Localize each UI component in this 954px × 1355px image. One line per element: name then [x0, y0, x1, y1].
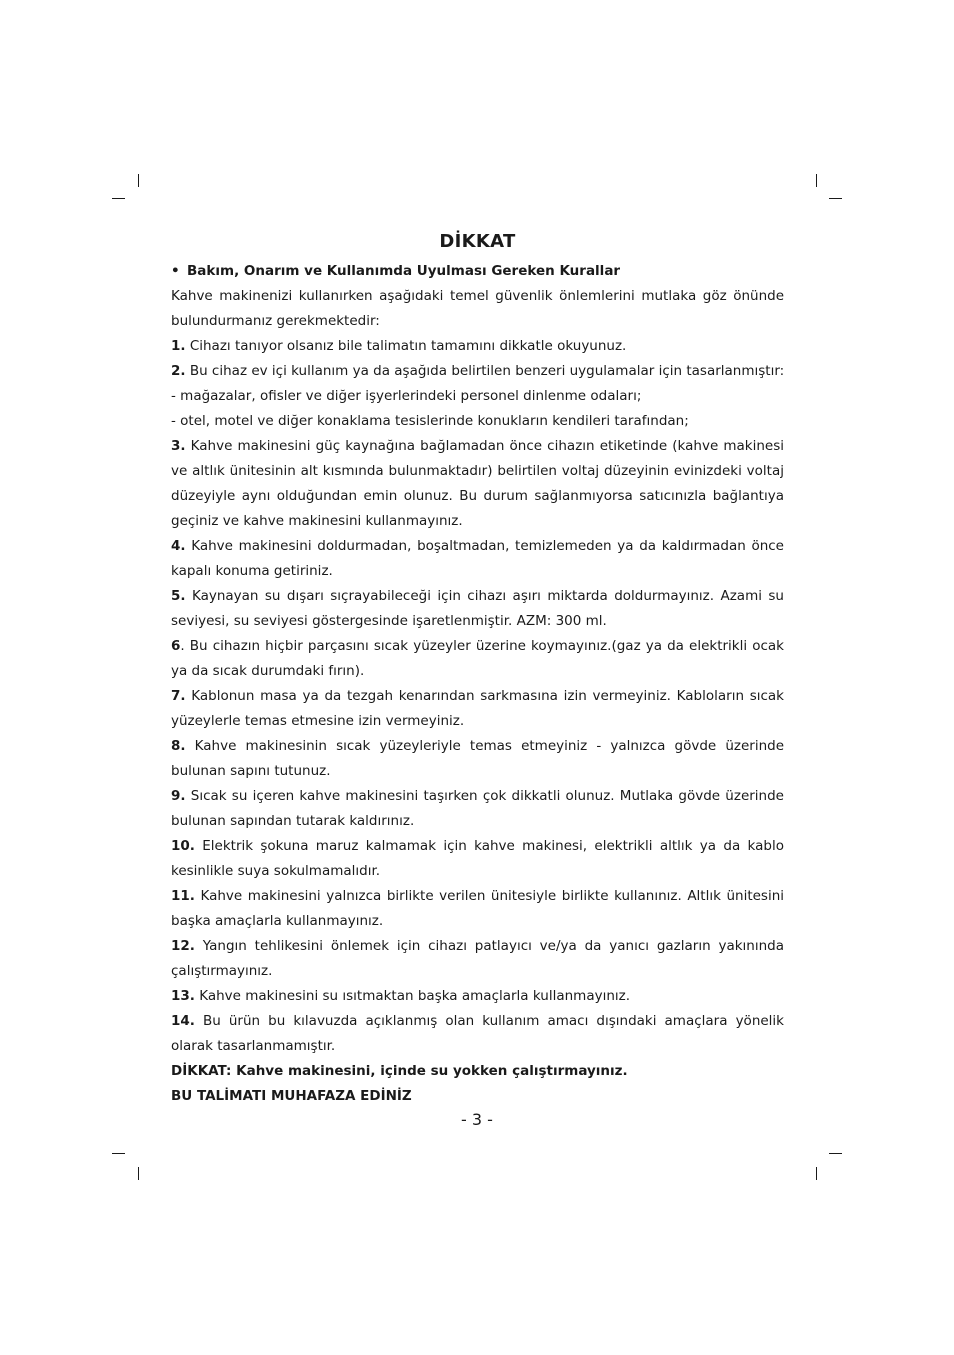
rule-item-10-cont-1: kesinlikle suya sokulmamalıdır. [171, 863, 381, 879]
crop-mark-bottom-right-v [816, 1167, 817, 1180]
crop-mark-top-right-v [816, 174, 817, 187]
intro-line-2: bulundurmanız gerekmektedir: [171, 313, 380, 329]
keep-instructions-notice: BU TALİMATI MUHAFAZA EDİNİZ [171, 1088, 412, 1104]
rule-item-4: 4. Kahve makinesini doldurmadan, boşaltmadan, temizlemeden ya da kaldırmadan önce [171, 538, 784, 554]
rule-item-12: 12. Yangın tehlikesini önlemek için cihazı patlayıcı ve/ya da yanıcı gazların yakınında [171, 938, 784, 954]
rule-item-7-cont-1: yüzeylerle temas etmesine izin vermeyiniz. [171, 713, 465, 729]
rule-item-12-cont-1: çalıştırmayınız. [171, 963, 273, 979]
rule-item-8: 8. Kahve makinesinin sıcak yüzeyleriyle temas etmeyiniz - yalnızca gövde üzerinde [171, 738, 785, 754]
rule-item-9-cont-1: bulunan sapından tutarak kaldırınız. [171, 813, 415, 829]
rule-item-3: 3. Kahve makinesini güç kaynağına bağlamadan önce cihazın etiketinde (kahve makinesi [171, 438, 784, 454]
rule-item-1: 1. Cihazı tanıyor olsanız bile talimatın tamamını dikkatle okuyunuz. [171, 338, 627, 354]
crop-mark-top-right-h [829, 198, 842, 199]
section-heading: • Bakım, Onarım ve Kullanımda Uyulması Gereken Kurallar [171, 259, 784, 284]
rule-item-6: 6. Bu cihazın hiçbir parçasını sıcak yüzeyler üzerine koymayınız.(gaz ya da elektrikli ocak [171, 638, 784, 654]
rule-item-8-cont-1: bulunan sapını tutunuz. [171, 763, 331, 779]
rule-item-3-cont-3: geçiniz ve kahve makinesini kullanmayınız. [171, 513, 463, 529]
crop-mark-bottom-left-v [138, 1167, 139, 1180]
rule-item-10: 10. Elektrik şokuna maruz kalmamak için kahve makinesi, elektrikli altlık ya da kablo [171, 838, 784, 854]
rule-item-11-cont-1: başka amaçlarla kullanmayınız. [171, 913, 384, 929]
rule-item-5-cont-1: seviyesi, su seviyesi göstergesinde işaretlenmiştir. AZM: 300 ml. [171, 613, 607, 629]
page-title: DİKKAT [439, 231, 516, 252]
rule-item-3-cont-1: ve altlık ünitesinin alt kısmında bulunmaktadır) belirtilen voltaj düzeyinin evinizdeki voltaj [171, 463, 784, 479]
document-body [171, 228, 784, 1109]
rule-item-14-cont-1: olarak tasarlanmamıştır. [171, 1038, 336, 1054]
rule-item-5: 5. Kaynayan su dışarı sıçrayabileceği için cihazı aşırı miktarda doldurmayınız. Azami su [171, 588, 784, 604]
rule-item-2-sub-2: - otel, motel ve diğer konaklama tesislerinde konukların kendileri tarafından; [171, 413, 689, 429]
intro-line-1: Kahve makinenizi kullanırken aşağıdaki temel güvenlik önlemlerini mutlaka göz önünde [171, 288, 784, 304]
rule-item-3-cont-2: düzeyiyle aynı olduğundan emin olunuz. Bu durum sağlanmıyorsa satıcınızla bağlantıya [171, 488, 784, 504]
warning-text: DİKKAT: Kahve makinesini, içinde su yokken çalıştırmayınız. [171, 1063, 628, 1079]
rule-item-9: 9. Sıcak su içeren kahve makinesini taşırken çok dikkatli olunuz. Mutlaka gövde üzerinde [171, 788, 784, 804]
rule-item-7: 7. Kablonun masa ya da tezgah kenarından sarkmasına izin vermeyiniz. Kabloların sıcak [171, 688, 784, 704]
rule-item-4-cont-1: kapalı konuma getiriniz. [171, 563, 333, 579]
rule-item-14: 14. Bu ürün bu kılavuzda açıklanmış olan kullanım amacı dışındaki amaçlara yönelik [171, 1013, 784, 1029]
page-number: - 3 - [461, 1110, 493, 1129]
rule-item-13: 13. Kahve makinesini su ısıtmaktan başka amaçlarla kullanmayınız. [171, 988, 631, 1004]
bullet-icon: • [171, 263, 180, 279]
crop-mark-bottom-right-h [829, 1153, 842, 1154]
crop-mark-top-left-v [138, 174, 139, 187]
rule-item-6-cont-1: ya da sıcak durumdaki fırın). [171, 663, 365, 679]
rule-item-2-sub-1: - mağazalar, ofisler ve diğer işyerlerindeki personel dinlenme odaları; [171, 388, 642, 404]
crop-mark-bottom-left-h [112, 1153, 125, 1154]
crop-mark-top-left-h [112, 198, 125, 199]
rule-item-2: 2. Bu cihaz ev içi kullanım ya da aşağıda belirtilen benzeri uygulamalar için tasarlanmıştır: [171, 363, 785, 379]
rule-item-11: 11. Kahve makinesini yalnızca birlikte verilen ünitesiyle birlikte kullanınız. Altlık ünitesini [171, 888, 785, 904]
